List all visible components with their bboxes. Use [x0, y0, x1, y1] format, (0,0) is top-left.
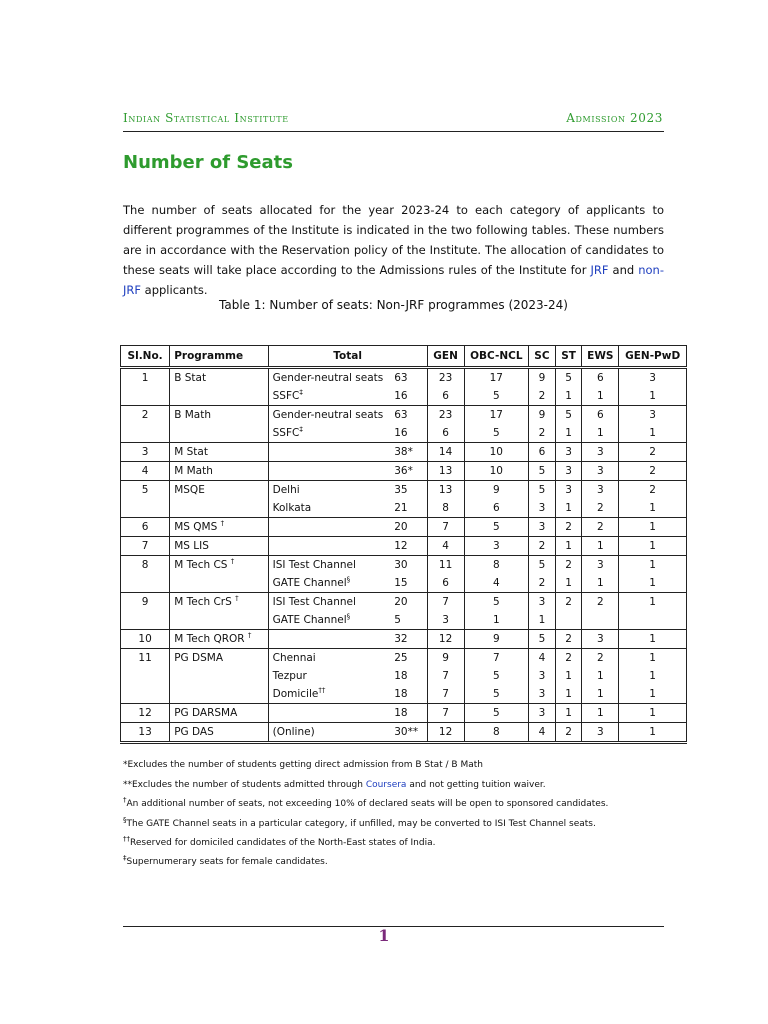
cell-ews: 3	[582, 443, 619, 462]
footnote-supernumerary-text: Supernumerary seats for female candidates.	[126, 857, 328, 867]
cell-sc: 3	[529, 704, 556, 723]
footnote-sponsored-text: An additional number of seats, not exceeding 10% of declared seats will be open to sponsored candidates.	[126, 799, 609, 809]
table-row	[121, 387, 687, 406]
cell-ews: 3	[582, 481, 619, 500]
cell-obc: 5	[464, 667, 529, 685]
table-row	[121, 368, 687, 388]
cell-programme	[170, 685, 268, 704]
cell-obc: 5	[464, 387, 529, 406]
cell-ews: 3	[582, 723, 619, 743]
cell-obc: 6	[464, 499, 529, 518]
table-row	[121, 462, 687, 481]
cell-slno	[121, 424, 170, 443]
cell-gen: 7	[427, 685, 464, 704]
cell-slno: 9	[121, 593, 170, 612]
page-number: 1	[378, 926, 390, 945]
cell-channel	[268, 685, 390, 704]
channel-name: SSFC	[272, 390, 300, 402]
jrf-link[interactable]: JRF	[590, 263, 609, 277]
table-row	[121, 611, 687, 630]
programme-name: M Math	[174, 465, 213, 477]
cell-channel	[268, 630, 390, 649]
table-row	[121, 424, 687, 443]
cell-slno	[121, 387, 170, 406]
cell-pwd: 1	[619, 630, 687, 649]
cell-st: 2	[555, 556, 582, 575]
table-row	[121, 630, 687, 649]
cell-slno: 11	[121, 649, 170, 668]
table-row	[121, 537, 687, 556]
programme-name: M Tech QROR	[174, 633, 245, 645]
cell-sc: 3	[529, 667, 556, 685]
cell-obc: 9	[464, 630, 529, 649]
cell-programme	[170, 593, 268, 612]
channel-name: Gender-neutral seats	[272, 372, 384, 384]
cell-ews: 1	[582, 537, 619, 556]
cell-gen: 11	[427, 556, 464, 575]
footnote-domicile	[123, 835, 683, 848]
cell-slno: 8	[121, 556, 170, 575]
non-jrf-link[interactable]: non-JRF	[123, 263, 664, 297]
cell-total: 32	[390, 630, 427, 649]
cell-programme	[170, 443, 268, 462]
cell-st: 1	[555, 537, 582, 556]
cell-pwd: 1	[619, 723, 687, 743]
cell-channel	[268, 387, 390, 406]
cell-obc: 5	[464, 424, 529, 443]
running-header	[123, 111, 663, 129]
cell-obc: 5	[464, 593, 529, 612]
cell-programme	[170, 518, 268, 537]
cell-sc: 9	[529, 368, 556, 388]
cell-st: 2	[555, 723, 582, 743]
cell-ews: 1	[582, 574, 619, 593]
programme-name: M Stat	[174, 446, 208, 458]
channel-name: Domicile	[272, 688, 319, 700]
cell-ews: 1	[582, 424, 619, 443]
cell-total: 30	[390, 556, 427, 575]
channel-mark: §	[346, 612, 351, 621]
col-obc: OBC-NCL	[464, 346, 529, 368]
cell-slno: 13	[121, 723, 170, 743]
cell-programme	[170, 630, 268, 649]
cell-pwd: 1	[619, 593, 687, 612]
table-row	[121, 499, 687, 518]
cell-ews: 6	[582, 368, 619, 388]
table-row	[121, 723, 687, 743]
cell-channel	[268, 462, 390, 481]
cell-gen: 6	[427, 574, 464, 593]
cell-obc: 8	[464, 556, 529, 575]
cell-programme	[170, 499, 268, 518]
cell-obc: 1	[464, 611, 529, 630]
programme-name: MS LIS	[174, 540, 209, 552]
cell-sc: 4	[529, 723, 556, 743]
cell-channel	[268, 406, 390, 425]
cell-channel	[268, 537, 390, 556]
cell-st: 1	[555, 685, 582, 704]
col-ews: EWS	[582, 346, 619, 368]
cell-pwd: 2	[619, 462, 687, 481]
cell-obc: 4	[464, 574, 529, 593]
table-row	[121, 704, 687, 723]
channel-mark: ‡	[299, 388, 303, 397]
cell-total: 12	[390, 537, 427, 556]
cell-st: 1	[555, 424, 582, 443]
cell-total: 16	[390, 424, 427, 443]
footnote-mark-section: §	[123, 816, 127, 824]
cell-obc: 8	[464, 723, 529, 743]
cell-channel	[268, 481, 390, 500]
cell-slno: 10	[121, 630, 170, 649]
cell-programme	[170, 368, 268, 388]
cell-slno: 5	[121, 481, 170, 500]
cell-obc: 5	[464, 518, 529, 537]
footnote-coursera-text: **Excludes the number of students admitted through	[123, 780, 366, 790]
cell-programme	[170, 556, 268, 575]
cell-channel	[268, 593, 390, 612]
cell-sc: 2	[529, 387, 556, 406]
table-row	[121, 667, 687, 685]
cell-ews: 2	[582, 593, 619, 612]
cell-gen: 7	[427, 593, 464, 612]
cell-pwd: 1	[619, 574, 687, 593]
header-rule	[123, 131, 664, 132]
cell-programme	[170, 537, 268, 556]
cell-gen: 6	[427, 387, 464, 406]
cell-slno: 7	[121, 537, 170, 556]
cell-sc: 3	[529, 518, 556, 537]
cell-st: 5	[555, 368, 582, 388]
cell-pwd: 1	[619, 685, 687, 704]
cell-gen: 8	[427, 499, 464, 518]
cell-gen: 7	[427, 704, 464, 723]
cell-st: 1	[555, 704, 582, 723]
cell-sc: 5	[529, 462, 556, 481]
cell-sc: 2	[529, 574, 556, 593]
channel-mark: ††	[318, 686, 326, 695]
cell-ews: 1	[582, 387, 619, 406]
cell-programme	[170, 462, 268, 481]
intro-mid: and	[608, 263, 639, 277]
cell-gen: 23	[427, 406, 464, 425]
cell-sc: 1	[529, 611, 556, 630]
cell-st: 3	[555, 462, 582, 481]
cell-programme	[170, 611, 268, 630]
programme-mark: †	[230, 557, 235, 566]
table-row	[121, 685, 687, 704]
cell-st: 5	[555, 406, 582, 425]
cell-gen: 13	[427, 462, 464, 481]
cell-sc: 5	[529, 556, 556, 575]
channel-name: ISI Test Channel	[272, 559, 356, 571]
table-row	[121, 443, 687, 462]
cell-ews	[582, 611, 619, 630]
header-institute: Indian Statistical Institute	[123, 111, 289, 125]
channel-name: GATE Channel	[272, 614, 347, 626]
col-programme: Programme	[170, 346, 268, 368]
col-pwd: GEN-PwD	[619, 346, 687, 368]
col-gen: GEN	[427, 346, 464, 368]
cell-gen: 14	[427, 443, 464, 462]
cell-total: 15	[390, 574, 427, 593]
cell-sc: 2	[529, 424, 556, 443]
cell-ews: 6	[582, 406, 619, 425]
channel-name: GATE Channel	[272, 577, 347, 589]
cell-total: 25	[390, 649, 427, 668]
channel-name: Chennai	[272, 652, 316, 664]
cell-programme	[170, 406, 268, 425]
programme-name: MS QMS	[174, 521, 218, 533]
cell-slno: 3	[121, 443, 170, 462]
programme-name: PG DARSMA	[174, 707, 238, 719]
cell-gen: 12	[427, 723, 464, 743]
cell-pwd	[619, 611, 687, 630]
cell-ews: 2	[582, 649, 619, 668]
footnote-mark-double-dagger: ††	[123, 835, 130, 843]
cell-sc: 9	[529, 406, 556, 425]
cell-total: 63	[390, 368, 427, 388]
footnote-coursera	[123, 780, 683, 790]
programme-mark: †	[247, 631, 252, 640]
cell-pwd: 2	[619, 443, 687, 462]
cell-obc: 5	[464, 685, 529, 704]
cell-pwd: 1	[619, 704, 687, 723]
cell-programme	[170, 704, 268, 723]
cell-channel	[268, 574, 390, 593]
cell-st: 3	[555, 481, 582, 500]
cell-total: 5	[390, 611, 427, 630]
cell-st: 1	[555, 667, 582, 685]
cell-ews: 3	[582, 462, 619, 481]
intro-end: applicants.	[141, 283, 208, 297]
cell-slno	[121, 574, 170, 593]
cell-ews: 3	[582, 556, 619, 575]
cell-gen: 13	[427, 481, 464, 500]
channel-name: Delhi	[272, 484, 300, 496]
cell-total: 36*	[390, 462, 427, 481]
col-sc: SC	[529, 346, 556, 368]
cell-pwd: 1	[619, 387, 687, 406]
table-row	[121, 574, 687, 593]
cell-programme	[170, 574, 268, 593]
footnote-mark-dagger: †	[123, 796, 127, 804]
cell-programme	[170, 424, 268, 443]
programme-name: MSQE	[174, 484, 205, 496]
cell-total: 18	[390, 667, 427, 685]
cell-channel	[268, 424, 390, 443]
channel-name: Gender-neutral seats	[272, 409, 384, 421]
table-caption: Table 1: Number of seats: Non-JRF programmes (2023-24)	[219, 298, 568, 312]
cell-gen: 9	[427, 649, 464, 668]
cell-st: 2	[555, 630, 582, 649]
cell-channel	[268, 611, 390, 630]
cell-channel	[268, 667, 390, 685]
cell-slno: 12	[121, 704, 170, 723]
channel-name: SSFC	[272, 427, 300, 439]
cell-ews: 1	[582, 704, 619, 723]
cell-gen: 6	[427, 424, 464, 443]
cell-slno	[121, 499, 170, 518]
channel-name: Tezpur	[272, 670, 307, 682]
channel-mark: ‡	[299, 425, 303, 434]
cell-obc: 3	[464, 537, 529, 556]
coursera-link[interactable]: Coursera	[365, 780, 407, 790]
footnote-sponsored	[123, 796, 683, 809]
cell-pwd: 2	[619, 481, 687, 500]
cell-total: 38*	[390, 443, 427, 462]
footnote-gate	[123, 816, 683, 829]
cell-gen: 12	[427, 630, 464, 649]
cell-ews: 2	[582, 499, 619, 518]
cell-st: 2	[555, 649, 582, 668]
footnote-gate-text: The GATE Channel seats in a particular category, if unfilled, may be converted to ISI Test Channel seats.	[126, 819, 596, 829]
cell-pwd: 1	[619, 667, 687, 685]
cell-st: 2	[555, 518, 582, 537]
cell-pwd: 3	[619, 368, 687, 388]
cell-sc: 6	[529, 443, 556, 462]
cell-sc: 3	[529, 593, 556, 612]
footnote-supernumerary	[123, 854, 683, 867]
programme-name: B Math	[174, 409, 212, 421]
footnote-coursera-end: and not getting tuition waiver.	[406, 780, 546, 790]
cell-pwd: 1	[619, 649, 687, 668]
programme-name: PG DAS	[174, 726, 214, 738]
cell-programme	[170, 387, 268, 406]
col-total: Total	[268, 346, 427, 368]
channel-name: ISI Test Channel	[272, 596, 356, 608]
cell-total: 63	[390, 406, 427, 425]
channel-name: (Online)	[272, 726, 315, 738]
programme-name: M Tech CrS	[174, 596, 232, 608]
table-row	[121, 481, 687, 500]
cell-total: 20	[390, 518, 427, 537]
cell-obc: 17	[464, 368, 529, 388]
cell-gen: 4	[427, 537, 464, 556]
cell-gen: 7	[427, 667, 464, 685]
cell-slno: 4	[121, 462, 170, 481]
footnote-direct-admission: *Excludes the number of students getting direct admission from B Stat / B Math	[123, 760, 483, 770]
cell-sc: 2	[529, 537, 556, 556]
cell-slno	[121, 667, 170, 685]
table-row	[121, 593, 687, 612]
cell-sc: 3	[529, 499, 556, 518]
cell-programme	[170, 481, 268, 500]
programme-name: PG DSMA	[174, 652, 224, 664]
cell-ews: 2	[582, 518, 619, 537]
cell-slno	[121, 611, 170, 630]
programme-mark: †	[220, 519, 225, 528]
cell-st: 2	[555, 593, 582, 612]
cell-st: 1	[555, 574, 582, 593]
cell-ews: 3	[582, 630, 619, 649]
cell-obc: 7	[464, 649, 529, 668]
cell-sc: 4	[529, 649, 556, 668]
page-title: Number of Seats	[123, 152, 293, 173]
cell-sc: 5	[529, 630, 556, 649]
channel-mark: §	[346, 575, 351, 584]
cell-channel	[268, 518, 390, 537]
cell-st: 1	[555, 499, 582, 518]
intro-text: The number of seats allocated for the year 2023-24 to each category of applicants to different programmes of the Institute is indicated in the two following tables. These numbers are in accordance with the Reservation policy of the Institute. The allocation of candidates to these seats will take place according to the Admissions rules of the Institute for	[123, 203, 664, 277]
cell-total: 20	[390, 593, 427, 612]
cell-pwd: 1	[619, 424, 687, 443]
cell-programme	[170, 667, 268, 685]
cell-st: 1	[555, 387, 582, 406]
col-st: ST	[555, 346, 582, 368]
intro-paragraph	[123, 200, 664, 300]
cell-total: 30**	[390, 723, 427, 743]
cell-total: 16	[390, 387, 427, 406]
channel-name: Kolkata	[272, 502, 312, 514]
cell-channel	[268, 704, 390, 723]
cell-slno: 2	[121, 406, 170, 425]
programme-name: M Tech CS	[174, 559, 228, 571]
cell-sc: 5	[529, 481, 556, 500]
cell-obc: 10	[464, 443, 529, 462]
programme-mark: †	[235, 594, 239, 603]
cell-total: 18	[390, 685, 427, 704]
cell-obc: 17	[464, 406, 529, 425]
seats-table	[120, 345, 687, 744]
cell-ews: 1	[582, 667, 619, 685]
cell-sc: 3	[529, 685, 556, 704]
cell-gen: 23	[427, 368, 464, 388]
cell-total: 18	[390, 704, 427, 723]
cell-pwd: 1	[619, 499, 687, 518]
cell-pwd: 1	[619, 518, 687, 537]
cell-obc: 9	[464, 481, 529, 500]
table-row	[121, 649, 687, 668]
cell-channel	[268, 556, 390, 575]
cell-channel	[268, 499, 390, 518]
cell-slno	[121, 685, 170, 704]
cell-channel	[268, 368, 390, 388]
cell-slno: 6	[121, 518, 170, 537]
table-row	[121, 518, 687, 537]
footnote-domicile-text: Reserved for domiciled candidates of the North-East states of India.	[130, 838, 436, 848]
cell-pwd: 1	[619, 537, 687, 556]
header-admission: Admission 2023	[566, 111, 663, 125]
cell-obc: 10	[464, 462, 529, 481]
cell-gen: 3	[427, 611, 464, 630]
cell-pwd: 1	[619, 556, 687, 575]
cell-total: 35	[390, 481, 427, 500]
table-row	[121, 406, 687, 425]
cell-ews: 1	[582, 685, 619, 704]
cell-slno: 1	[121, 368, 170, 388]
table-row	[121, 556, 687, 575]
cell-obc: 5	[464, 704, 529, 723]
col-slno: Sl.No.	[121, 346, 170, 368]
cell-channel	[268, 723, 390, 743]
cell-st	[555, 611, 582, 630]
cell-channel	[268, 443, 390, 462]
cell-st: 3	[555, 443, 582, 462]
footnote-mark-ddagger: ‡	[123, 854, 127, 862]
programme-name: B Stat	[174, 372, 207, 384]
table-header-row	[121, 346, 687, 368]
cell-gen: 7	[427, 518, 464, 537]
cell-channel	[268, 649, 390, 668]
cell-pwd: 3	[619, 406, 687, 425]
cell-programme	[170, 649, 268, 668]
cell-programme	[170, 723, 268, 743]
cell-total: 21	[390, 499, 427, 518]
